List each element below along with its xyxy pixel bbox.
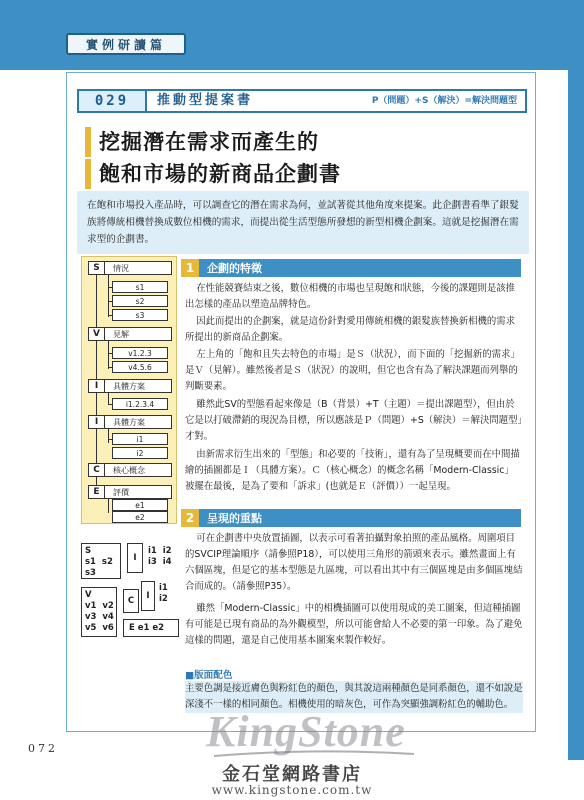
layout-s-block: S s1 s2 s3 — [81, 543, 121, 579]
diagram-e-label: 評價 — [113, 487, 129, 497]
case-formula: P（問題）+S（解決）=解決問題型 — [371, 96, 517, 106]
diagram-e-item-1: e1 — [112, 499, 168, 511]
section-1-paragraph-1: 在性能競賽結束之後，數位相機的市場也呈現飽和狀態，今後的課題則是該推出怎樣的產品以塑造品牌特色。 — [185, 283, 516, 310]
case-category: 推動型提案書 — [157, 93, 254, 108]
diagram-i2-box — [88, 415, 172, 429]
diagram-i1-item: i1.2.3.4 — [112, 398, 168, 410]
layout-color-note: 主要色調是接近膚色與粉紅色的顏色，與其說這兩種顏色是同系顏色，還不如說是深淺不一樣的相同顏色。相機使用的暗灰色，可作為突顯強調粉紅色的輔助色。 — [185, 681, 523, 713]
watermark-store-name: 金石堂網路書店 — [222, 764, 362, 785]
diagram-v-item-2: v4.5.6 — [112, 361, 168, 373]
case-topbar — [77, 89, 527, 113]
layout-i-mid: I — [141, 581, 155, 611]
section-2-title: 呈現的重點 — [207, 512, 262, 525]
diagram-e-letter: E — [89, 486, 105, 498]
title-line-1: 挖掘潛在需求而產生的 — [85, 127, 515, 157]
diagram-c-letter: C — [89, 464, 105, 476]
diagram-v-label: 見解 — [113, 329, 129, 339]
diagram-i1-box — [88, 379, 172, 393]
diagram-i2-label: 具體方案 — [113, 417, 145, 427]
side-band — [568, 70, 584, 760]
layout-color-title: ■版面配色 — [185, 670, 233, 681]
section-1-paragraph-3: 左上角的「飽和且失去特色的市場」是Ｓ（狀況），而下面的「挖掘新的需求」是Ｖ（見解）。雖然後者是Ｓ（狀況）的說明，但它也含有為了解決課題而列舉的判斷要素。 — [185, 349, 520, 392]
diagram-c-box — [88, 463, 172, 477]
layout-sketch — [81, 543, 177, 663]
diagram-s2: s2 — [112, 295, 168, 307]
layout-i-top: I — [127, 543, 143, 573]
diagram-branch-line — [108, 341, 109, 369]
section-2-paragraph-1: 可在企劃書中央放置插圖，以表示可看著拍攝對象拍照的產品風格。周圍項目的SVCIP理論順序（請參照P18），可以使用三角形的箭頭來表示。雖然畫面上有六個區塊，但是它的基本型態是九區塊，可以看出其中有三個區塊是由多個區塊結合而成的。（請參照P35）。 — [185, 533, 523, 592]
layout-v-block: V v1 v2 v3 v4 v5 v6 — [81, 587, 117, 637]
page-number: 072 — [28, 742, 58, 755]
watermark-swoosh — [214, 750, 414, 758]
title-line-2: 飽和市場的新商品企劃書 — [85, 159, 515, 189]
page-card — [66, 72, 536, 732]
section-1-paragraph-5: 由新需求衍生出來的「型態」和必要的「技術」，還有為了呈現概要而在中間描繪的插圖都是Ｉ（具體方案）。Ｃ（核心概念）的概念名稱「Modern-Classic」被擺在最後，是為了要和「訴求」(也就是Ｅ（評價））一起呈現。 — [185, 449, 520, 492]
section-1-title: 企劃的特徵 — [207, 262, 262, 275]
diagram-v-box — [88, 327, 172, 341]
diagram-s-box — [88, 261, 172, 275]
layout-i-mid-items: i1 i2 — [159, 583, 168, 604]
diagram-i2-item-1: i1 — [112, 433, 168, 445]
layout-i-top-items: i1 i2 i3 i4 — [148, 546, 172, 567]
section-1-number: 1 — [181, 259, 199, 277]
watermark-url: www.kingstone.com.tw — [211, 783, 373, 797]
case-number: 029 — [79, 91, 147, 111]
diagram-i1-letter: I — [89, 380, 105, 392]
diagram-s1: s1 — [112, 281, 168, 293]
diagram-branch-line — [108, 275, 109, 317]
layout-c-box: C — [123, 589, 139, 613]
section-1-paragraph-2: 因此而提出的企劃案，就是這份針對愛用傳統相機的銀髮族替換新相機的需求所提出的新商品企劃案。 — [185, 316, 516, 343]
diagram-c-label: 核心概念 — [113, 465, 145, 475]
diagram-s-label: 情況 — [113, 263, 129, 273]
diagram-branch-line — [108, 429, 109, 443]
section-2-number: 2 — [181, 509, 199, 527]
intro-paragraph: 在飽和市場投入產品時，可以調查它的潛在需求為何，並試著從其他角度來提案。此企劃書看準了銀髮族將傳統相機替換成數位相機的需求，而提出從生活型態所發想的新型相機企劃案。這就是挖掘潛在需求型的企劃書。 — [77, 191, 529, 254]
section-2-header — [181, 509, 521, 527]
diagram-i1-label: 具體方案 — [113, 381, 145, 391]
watermark-logo: KingStone — [206, 707, 406, 756]
diagram-branch-line — [108, 499, 109, 513]
section-2-paragraph-2: 雖然「Modern-Classic」中的相機插圖可以使用現成的美工圖案，但這種插圖有可能是已現有商品的為外觀模型，所以可能會給人不必要的第一印象。為了避免這樣的問題，還是自己使用基本圖案來製作較好。 — [185, 603, 523, 646]
diagram-e-item-2: e2 — [112, 511, 168, 523]
layout-e-block: E e1 e2 — [123, 619, 179, 637]
page-title — [85, 127, 515, 189]
diagram-s-letter: S — [89, 262, 105, 274]
diagram-s3: s3 — [112, 309, 168, 321]
diagram-e-box — [88, 485, 172, 499]
section-1-paragraph-4: 雖然此SV的型態看起來像是（B（背景）+T（主題）＝提出課題型），但由於它是以打破滯銷的現況為目標，所以應該是Ｐ（問題）+S（解決）＝解決問題型」才對。 — [185, 399, 523, 442]
diagram-v-item-1: v1.2.3 — [112, 347, 168, 359]
structure-diagram — [81, 256, 177, 524]
section-tab: 實例研讀篇 — [66, 33, 186, 55]
diagram-i2-letter: I — [89, 416, 105, 428]
diagram-v-letter: V — [89, 328, 105, 340]
diagram-i2-item-2: i2 — [112, 447, 168, 459]
section-1-header — [181, 259, 521, 277]
